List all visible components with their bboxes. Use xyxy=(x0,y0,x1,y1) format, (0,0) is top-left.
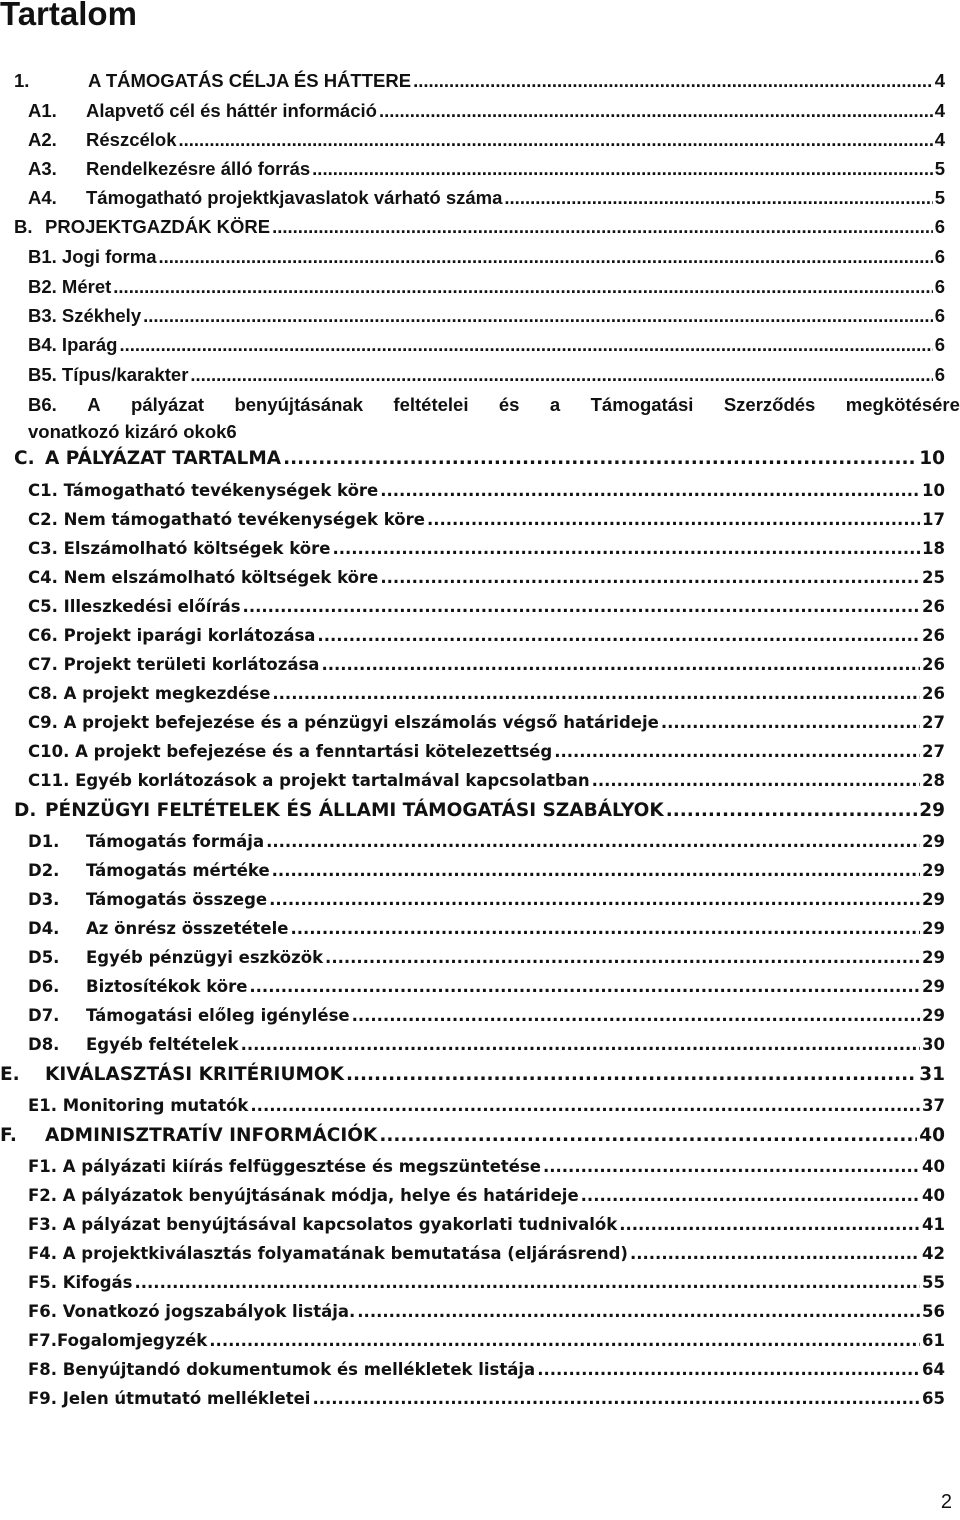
toc-entry-f[interactable] xyxy=(0,1125,945,1146)
dot-leader xyxy=(321,655,920,674)
toc-entry-1[interactable] xyxy=(14,70,945,92)
toc-page-number: 4 xyxy=(934,70,945,91)
toc-page-number: 4 xyxy=(934,129,945,150)
toc-page-number: 31 xyxy=(919,1064,945,1085)
toc-entry-c4[interactable] xyxy=(28,568,945,587)
toc-page-number: 26 xyxy=(922,684,945,703)
toc-word: a xyxy=(549,394,561,415)
toc-page-number: 61 xyxy=(922,1331,945,1350)
toc-entry-d1[interactable] xyxy=(28,832,945,851)
dot-leader xyxy=(143,305,933,327)
toc-label: ADMINISZTRATÍV INFORMÁCIÓK xyxy=(45,1125,378,1146)
toc-entry-f9[interactable] xyxy=(28,1389,945,1408)
toc-page-number: 4 xyxy=(934,100,945,121)
toc-entry-b[interactable] xyxy=(14,216,945,238)
toc-label: F6. Vonatkozó jogszabályok listája. xyxy=(28,1302,356,1321)
toc-label: C10. A projekt befejezése és a fenntartási kötelezettség xyxy=(28,742,553,761)
dot-leader xyxy=(413,70,933,92)
toc-page-number: 29 xyxy=(922,861,945,880)
toc-entry-d5[interactable] xyxy=(28,948,945,967)
toc-label: F5. Kifogás xyxy=(28,1273,133,1292)
toc-word: A xyxy=(87,394,101,415)
toc-page-number: 29 xyxy=(922,890,945,909)
dot-leader xyxy=(504,187,932,209)
toc-page-number: 17 xyxy=(922,510,945,529)
toc-label: F3. A pályázat benyújtásával kapcsolatos gyakorlati tudnivalók xyxy=(28,1215,618,1234)
toc-entry-f1[interactable] xyxy=(28,1157,945,1176)
toc-page-number: 27 xyxy=(922,713,945,732)
toc-page-number: 56 xyxy=(922,1302,945,1321)
toc-label: Támogatás összege xyxy=(86,890,268,909)
toc-word: és xyxy=(498,394,520,415)
toc-label: C11. Egyéb korlátozások a projekt tartalmával kapcsolatban xyxy=(28,771,590,790)
dot-leader xyxy=(380,481,920,500)
dot-leader xyxy=(543,1157,920,1176)
toc-entry-a3[interactable] xyxy=(28,158,945,180)
toc-entry-c8[interactable] xyxy=(28,684,945,703)
toc-entry-b1[interactable] xyxy=(28,246,945,268)
toc-entry-d6[interactable] xyxy=(28,977,945,996)
toc-entry-c7[interactable] xyxy=(28,655,945,674)
toc-label: C6. Projekt iparági korlátozása xyxy=(28,626,316,645)
toc-page-number: 6 xyxy=(226,421,237,442)
toc-entry-c2[interactable] xyxy=(28,510,945,529)
toc-page-number: 6 xyxy=(934,364,945,385)
toc-page-number: 29 xyxy=(922,1006,945,1025)
dot-leader xyxy=(325,948,920,967)
dot-leader xyxy=(666,800,918,821)
toc-entry-c6[interactable] xyxy=(28,626,945,645)
toc-page-number: 29 xyxy=(919,800,945,821)
toc-label: C5. Illeszkedési előírás xyxy=(28,597,241,616)
toc-page-number: 6 xyxy=(934,276,945,297)
dot-leader xyxy=(312,1389,920,1408)
toc-label: F9. Jelen útmutató mellékletei xyxy=(28,1389,311,1408)
toc-entry-f3[interactable] xyxy=(28,1215,945,1234)
dot-leader xyxy=(119,334,932,356)
toc-label: A PÁLYÁZAT TARTALMA xyxy=(45,448,282,469)
dot-leader xyxy=(135,1273,921,1292)
toc-label: PÉNZÜGYI FELTÉTELEK ÉS ÁLLAMI TÁMOGATÁSI SZABÁLYOK xyxy=(45,800,664,821)
dot-leader xyxy=(379,1125,917,1146)
toc-word: feltételei xyxy=(393,394,469,415)
toc-entry-a2[interactable] xyxy=(28,129,945,151)
toc-number: D8. xyxy=(28,1035,60,1054)
dot-leader xyxy=(159,246,933,268)
toc-label: F2. A pályázatok benyújtásának módja, helye és határideje xyxy=(28,1186,579,1205)
dot-leader xyxy=(272,216,933,238)
toc-entry-f6[interactable] xyxy=(28,1302,945,1321)
toc-label: Alapvető cél és háttér információ xyxy=(86,100,377,121)
toc-number: A1. xyxy=(28,100,57,121)
toc-entry-b4[interactable] xyxy=(28,334,945,356)
toc-label: C8. A projekt megkezdése xyxy=(28,684,271,703)
dot-leader xyxy=(179,129,933,151)
toc-page-number: 29 xyxy=(922,919,945,938)
toc-page-number: 37 xyxy=(922,1096,945,1115)
toc-number: E. xyxy=(0,1064,20,1085)
toc-page-number: 26 xyxy=(922,655,945,674)
toc-entry-a4[interactable] xyxy=(28,187,945,209)
dot-leader xyxy=(241,1035,920,1054)
toc-page-number: 6 xyxy=(934,305,945,326)
toc-label: A TÁMOGATÁS CÉLJA ÉS HÁTTERE xyxy=(88,70,412,91)
toc-label: Rendelkezésre álló forrás xyxy=(86,158,311,179)
dot-leader xyxy=(630,1244,920,1263)
toc-number: A3. xyxy=(28,158,57,179)
dot-leader xyxy=(266,832,920,851)
toc-label: F4. A projektkiválasztás folyamatának bemutatása (eljárásrend) xyxy=(28,1244,628,1263)
toc-entry-b6[interactable] xyxy=(28,391,960,445)
toc-entry-d2[interactable] xyxy=(28,861,945,880)
toc-label: C4. Nem elszámolható költségek köre xyxy=(28,568,379,587)
toc-label: B3. Székhely xyxy=(28,305,142,326)
toc-label: B1. Jogi forma xyxy=(28,246,157,267)
toc-page-number: 29 xyxy=(922,948,945,967)
toc-label: B5. Típus/karakter xyxy=(28,364,189,385)
toc-entry-a1[interactable] xyxy=(28,100,945,122)
toc-label: Támogatási előleg igénylése xyxy=(86,1006,350,1025)
dot-leader xyxy=(250,1096,920,1115)
toc-label: Egyéb feltételek xyxy=(86,1035,239,1054)
dot-leader xyxy=(272,684,920,703)
toc-page-number: 55 xyxy=(922,1273,945,1292)
toc-page-number: 40 xyxy=(922,1186,945,1205)
toc-entry-b5[interactable] xyxy=(28,364,945,386)
toc-page-number: 29 xyxy=(922,832,945,851)
toc-page-number: 41 xyxy=(922,1215,945,1234)
toc-label: B4. Iparág xyxy=(28,334,118,355)
toc-page-number: 40 xyxy=(922,1157,945,1176)
toc-label-line1 xyxy=(28,391,960,418)
toc-label: Egyéb pénzügyi eszközök xyxy=(86,948,324,967)
toc-entry-f8[interactable] xyxy=(28,1360,945,1379)
toc-entry-c9[interactable] xyxy=(28,713,945,732)
dot-leader xyxy=(661,713,920,732)
dot-leader xyxy=(249,977,920,996)
toc-entry-d7[interactable] xyxy=(28,1006,945,1025)
toc-entry-e[interactable] xyxy=(0,1064,945,1085)
toc-entry-d3[interactable] xyxy=(28,890,945,909)
toc-page-number: 64 xyxy=(922,1360,945,1379)
toc-label: Támogatás mértéke xyxy=(86,861,270,880)
dot-leader xyxy=(352,1006,920,1025)
dot-leader xyxy=(113,276,932,298)
dot-leader xyxy=(427,510,920,529)
toc-page-number: 30 xyxy=(922,1035,945,1054)
toc-number: 1. xyxy=(14,70,30,91)
page-number: 2 xyxy=(940,1491,952,1513)
dot-leader xyxy=(243,597,920,616)
toc-label: C7. Projekt területi korlátozása xyxy=(28,655,320,674)
toc-label: C3. Elszámolható költségek köre xyxy=(28,539,331,558)
dot-leader xyxy=(332,539,920,558)
toc-entry-f4[interactable] xyxy=(28,1244,945,1263)
toc-number: A4. xyxy=(28,187,57,208)
dot-leader xyxy=(290,919,920,938)
toc-page-number: 29 xyxy=(922,977,945,996)
toc-number: C. xyxy=(14,448,35,469)
toc-label: Támogatás formája xyxy=(86,832,265,851)
toc-number: B. xyxy=(14,216,33,237)
toc-entry-b2[interactable] xyxy=(28,276,945,298)
toc-entry-e1[interactable] xyxy=(28,1096,945,1115)
toc-number: D3. xyxy=(28,890,60,909)
toc-number: F. xyxy=(0,1125,17,1146)
toc-entry-c3[interactable] xyxy=(28,539,945,558)
dot-leader xyxy=(592,771,920,790)
toc-page-number: 65 xyxy=(922,1389,945,1408)
toc-number: D6. xyxy=(28,977,60,996)
toc-page-number: 10 xyxy=(922,481,945,500)
toc-word: megkötésére xyxy=(845,394,960,415)
toc-page-number: 6 xyxy=(934,216,945,237)
toc-label: PROJEKTGAZDÁK KÖRE xyxy=(45,216,271,237)
toc-label: E1. Monitoring mutatók xyxy=(28,1096,249,1115)
dot-leader xyxy=(317,626,920,645)
toc-entry-b3[interactable] xyxy=(28,305,945,327)
dot-leader xyxy=(346,1064,917,1085)
toc-page-number: 40 xyxy=(919,1125,945,1146)
toc-page-number: 5 xyxy=(934,187,945,208)
dot-leader xyxy=(554,742,920,761)
toc-entry-f2[interactable] xyxy=(28,1186,945,1205)
toc-label: C1. Támogatható tevékenységek köre xyxy=(28,481,379,500)
toc-number: D5. xyxy=(28,948,60,967)
toc-page-number: 28 xyxy=(922,771,945,790)
toc-entry-d4[interactable] xyxy=(28,919,945,938)
toc-entry-c11[interactable] xyxy=(28,771,945,790)
toc-number: D. xyxy=(14,800,37,821)
toc-label: B2. Méret xyxy=(28,276,112,297)
toc-entry-d8[interactable] xyxy=(28,1035,945,1054)
dot-leader xyxy=(272,861,920,880)
toc-label: KIVÁLASZTÁSI KRITÉRIUMOK xyxy=(45,1064,344,1085)
toc-page-number: 6 xyxy=(934,334,945,355)
toc-label: F1. A pályázati kiírás felfüggesztése és megszüntetése xyxy=(28,1157,541,1176)
toc-label: F8. Benyújtandó dokumentumok és mellékletek listája xyxy=(28,1360,536,1379)
toc-word: benyújtásának xyxy=(234,394,363,415)
dot-leader xyxy=(209,1331,920,1350)
toc-label: Részcélok xyxy=(86,129,177,150)
toc-number: D7. xyxy=(28,1006,60,1025)
toc-page-number: 18 xyxy=(922,539,945,558)
dot-leader xyxy=(619,1215,920,1234)
toc-entry-d[interactable] xyxy=(14,800,945,821)
toc-entry-c[interactable] xyxy=(14,448,945,469)
toc-number: D1. xyxy=(28,832,60,851)
dot-leader xyxy=(269,890,920,909)
toc-page-number: 10 xyxy=(919,448,945,469)
dot-leader xyxy=(380,568,920,587)
toc-label-line2: vonatkozó kizáró okok xyxy=(28,421,227,442)
toc-page-number: 27 xyxy=(922,742,945,761)
toc-page-number: 6 xyxy=(934,246,945,267)
toc-number: D2. xyxy=(28,861,60,880)
toc-entry-f5[interactable] xyxy=(28,1273,945,1292)
toc-label: Biztosítékok köre xyxy=(86,977,248,996)
toc-word: Támogatási xyxy=(590,394,694,415)
toc-page-number: 25 xyxy=(922,568,945,587)
toc-word: B6. xyxy=(28,394,57,415)
dot-leader xyxy=(312,158,933,180)
toc-page-number: 5 xyxy=(934,158,945,179)
toc-page-number: 26 xyxy=(922,597,945,616)
dot-leader xyxy=(537,1360,920,1379)
toc-label: C9. A projekt befejezése és a pénzügyi elszámolás végső határideje xyxy=(28,713,659,732)
toc-label: Támogatható projektkjavaslatok várható száma xyxy=(86,187,503,208)
dot-leader xyxy=(379,100,933,122)
toc-page-number: 42 xyxy=(922,1244,945,1263)
toc-label: C2. Nem támogatható tevékenységek köre xyxy=(28,510,425,529)
toc-entry-c5[interactable] xyxy=(28,597,945,616)
page-title: Tartalom xyxy=(0,0,137,32)
toc-number: D4. xyxy=(28,919,60,938)
toc-word: Szerződés xyxy=(723,394,816,415)
toc-entry-c1[interactable] xyxy=(28,481,945,500)
dot-leader xyxy=(581,1186,920,1205)
dot-leader xyxy=(283,448,917,469)
dot-leader xyxy=(190,364,932,386)
toc-label: Az önrész összetétele xyxy=(86,919,289,938)
toc-entry-c10[interactable] xyxy=(28,742,945,761)
toc-entry-f7[interactable] xyxy=(28,1331,945,1350)
toc-number: A2. xyxy=(28,129,57,150)
toc-label: F7.Fogalomjegyzék xyxy=(28,1331,208,1350)
toc-page-number: 26 xyxy=(922,626,945,645)
toc-word: pályázat xyxy=(131,394,205,415)
dot-leader xyxy=(357,1302,920,1321)
